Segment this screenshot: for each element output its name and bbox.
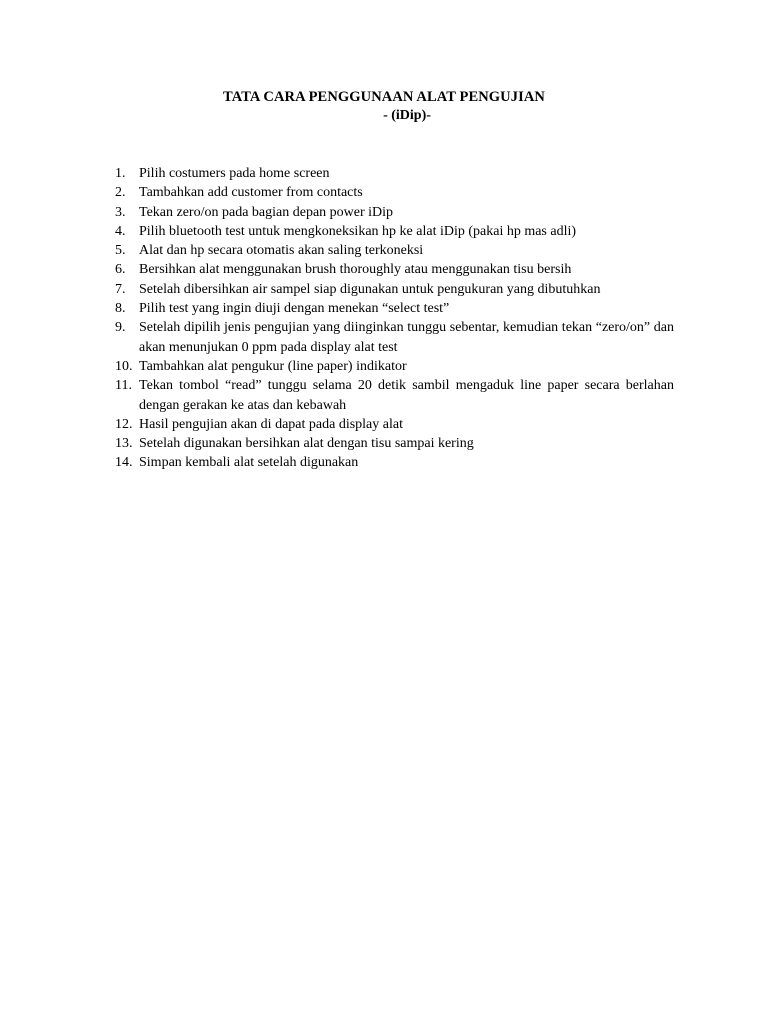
document-subtitle: - (iDip)- bbox=[383, 108, 431, 123]
list-item bbox=[115, 434, 674, 453]
step-text: Setelah dibersihkan air sampel siap digunakan untuk pengukuran yang dibutuhkan bbox=[139, 281, 601, 297]
list-item bbox=[115, 203, 674, 222]
list-item bbox=[115, 376, 674, 415]
step-number: 4. bbox=[115, 223, 126, 239]
step-number: 10. bbox=[115, 358, 133, 374]
list-item bbox=[115, 453, 674, 472]
step-text: Setelah digunakan bersihkan alat dengan tisu sampai kering bbox=[139, 436, 474, 452]
list-item bbox=[115, 318, 674, 357]
step-number: 11. bbox=[115, 378, 132, 394]
step-text: Pilih costumers pada home screen bbox=[139, 166, 330, 181]
list-item bbox=[115, 183, 674, 202]
step-text: Hasil pengujian akan di dapat pada display alat bbox=[139, 416, 403, 432]
step-text: Tekan zero/on pada bagian depan power iDip bbox=[139, 204, 394, 220]
step-number: 3. bbox=[115, 204, 126, 220]
list-item bbox=[115, 222, 674, 241]
step-number: 5. bbox=[115, 243, 126, 259]
step-number: 6. bbox=[115, 262, 126, 278]
step-text: Tambahkan add customer from contacts bbox=[139, 185, 363, 201]
step-number: 12. bbox=[115, 416, 133, 432]
step-number: 13. bbox=[115, 436, 133, 452]
document-title: TATA CARA PENGGUNAAN ALAT PENGUJIAN bbox=[223, 89, 545, 105]
steps-list bbox=[115, 164, 674, 473]
list-item bbox=[115, 260, 674, 279]
step-number: 8. bbox=[115, 301, 126, 317]
step-number: 7. bbox=[115, 281, 126, 297]
list-item bbox=[115, 299, 674, 318]
list-item bbox=[115, 241, 674, 260]
step-text: Pilih test yang ingin diuji dengan menekan “select test” bbox=[139, 301, 450, 317]
step-number: 14. bbox=[115, 455, 133, 471]
step-text: Alat dan hp secara otomatis akan saling terkoneksi bbox=[139, 243, 424, 259]
list-item bbox=[115, 357, 674, 376]
step-text: Tekan tombol “read” tunggu selama 20 detik sambil mengaduk line paper secara berlahan dengan gerakan ke atas dan kebawah bbox=[139, 378, 674, 413]
list-item bbox=[115, 280, 674, 299]
step-text: Tambahkan alat pengukur (line paper) indikator bbox=[139, 358, 407, 374]
step-number: 1. bbox=[115, 166, 126, 181]
step-number: 9. bbox=[115, 320, 126, 336]
list-item bbox=[115, 164, 674, 183]
step-number: 2. bbox=[115, 185, 126, 201]
step-text: Pilih bluetooth test untuk mengkoneksikan hp ke alat iDip (pakai hp mas adli) bbox=[139, 223, 577, 239]
step-text: Setelah dipilih jenis pengujian yang diinginkan tunggu sebentar, kemudian tekan “zero/on” dan akan menunjukan 0 ppm pada display alat test bbox=[139, 320, 674, 355]
step-text: Bersihkan alat menggunakan brush thoroughly atau menggunakan tisu bersih bbox=[139, 262, 572, 278]
step-text: Simpan kembali alat setelah digunakan bbox=[139, 455, 359, 471]
list-item bbox=[115, 415, 674, 434]
